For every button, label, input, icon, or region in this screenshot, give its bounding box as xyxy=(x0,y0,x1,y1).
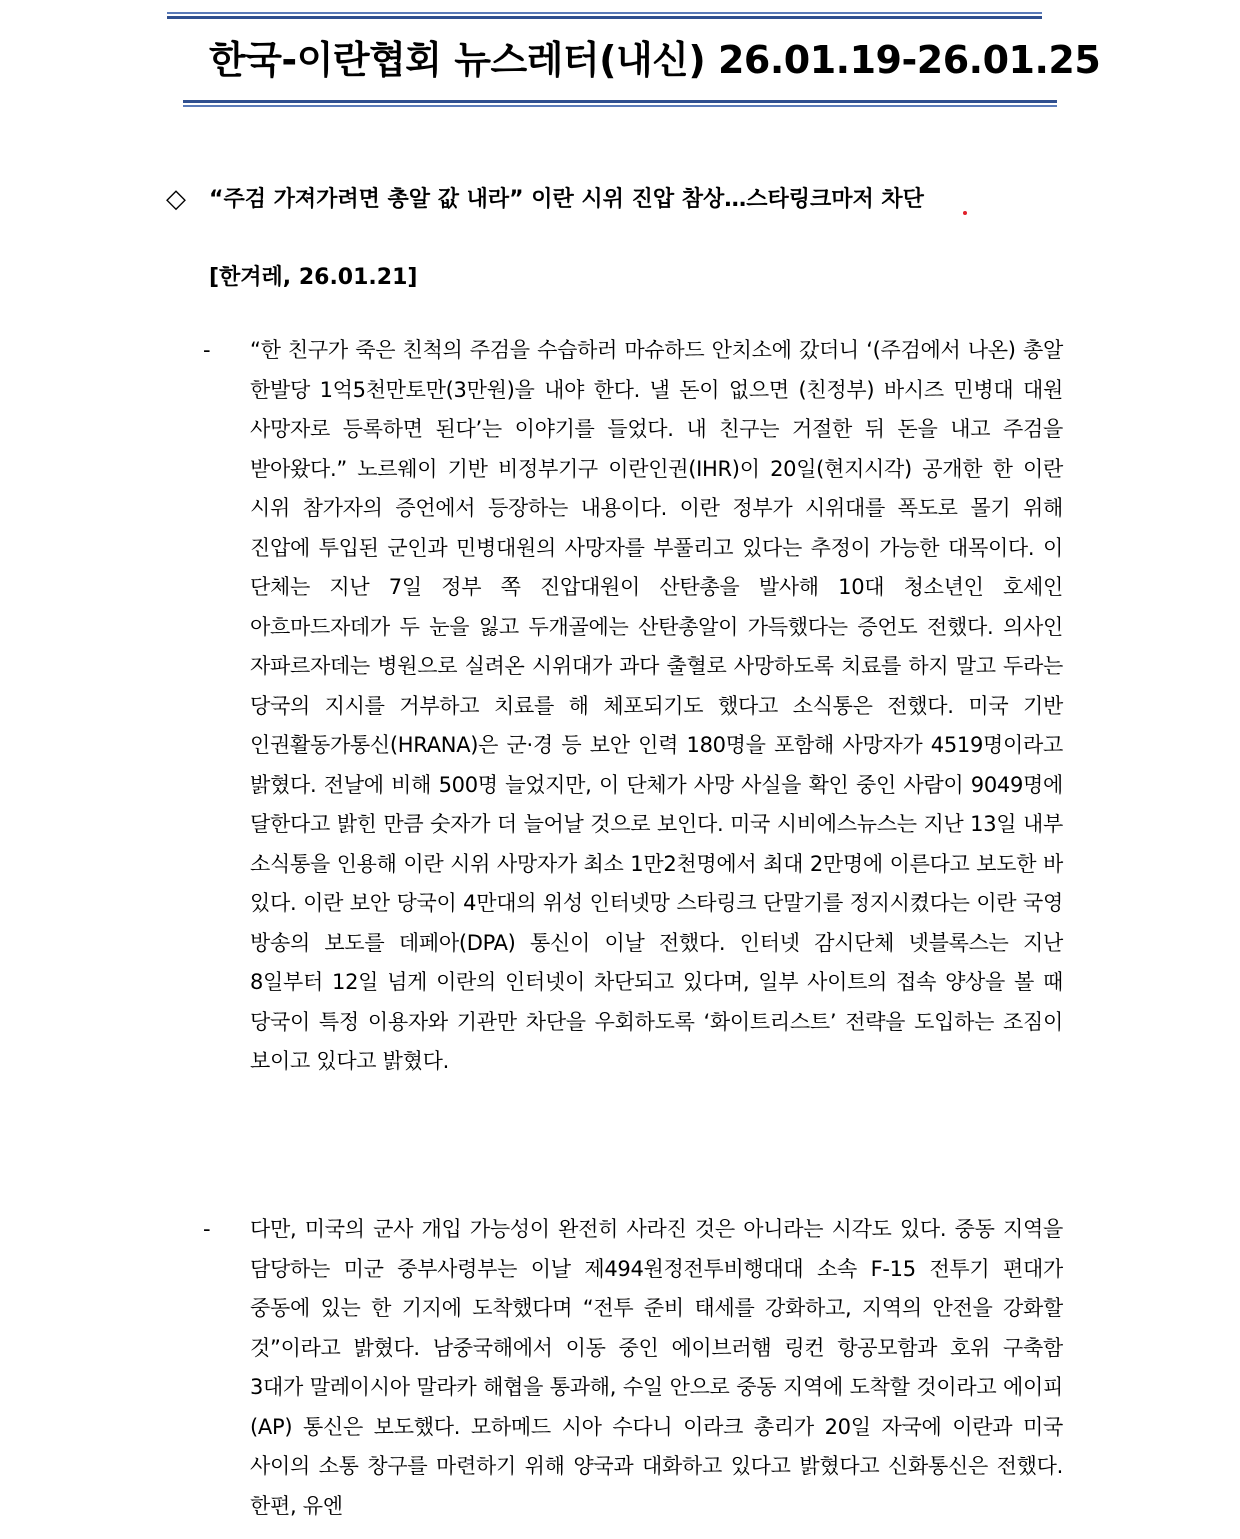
page-title: 한국-이란협회 뉴스레터(내신) 26.01.19-26.01.25 xyxy=(209,38,1101,82)
article-source: [한겨레, 26.01.21] xyxy=(209,265,418,290)
article-paragraph: 다만, 미국의 군사 개입 가능성이 완전히 사라진 것은 아니라는 시각도 있다. 중동 지역을 담당하는 미군 중부사령부는 이날 제494원정전투비행대대 소속 F-15 전투기 편대가 중동에 있는 한 기지에 도착했다며 “전투 준비 태세를 강화하고, 지역의 안전을 강화할 것”이라고 밝혔다. 남중국해에서 이동 중인 에이브러햄 링컨 항공모함과 호위 구축함 3대가 말레이시아 말라카 해협을 통과해, 수일 안으로 중동 지역에 도착할 것이라고 에이피(AP) 통신은 보도했다. 모하메드 시아 수다니 이라크 총리가 20일 자국에 이란과 미국 사이의 소통 창구를 마련하기 위해 양국과 대화하고 있다고 밝혔다고 신화통신은 전했다. 한편, 유엔 xyxy=(250,1217,1063,1518)
paragraph-dash: - xyxy=(203,338,211,362)
paragraph-dash: - xyxy=(203,1217,211,1241)
header-rule-bottom-thin xyxy=(183,105,1057,107)
header-rule-top-thin xyxy=(167,12,1042,14)
header-rule-bottom-thick xyxy=(183,100,1057,103)
header-rule-top-thick xyxy=(167,16,1042,19)
diamond-bullet-icon: ◇ xyxy=(166,184,186,214)
article-headline: “주검 가져가려면 총알 값 내라” 이란 시위 진압 참상…스타링크마저 차단 xyxy=(209,187,924,212)
article-paragraph: “한 친구가 죽은 친척의 주검을 수습하러 마슈하드 안치소에 갔더니 ‘(주검에서 나온) 총알 한발당 1억5천만토만(3만원)을 내야 한다. 낼 돈이 없으면 (친정부) 바시즈 민병대 대원 사망자로 등록하면 된다’는 이야기를 들었다. 내 친구는 거절한 뒤 돈을 내고 주검을 받아왔다.” 노르웨이 기반 비정부기구 이란인권(IHR)이 20일(현지시각) 공개한 한 이란 시위 참가자의 증언에서 등장하는 내용이다. 이란 정부가 시위대를 폭도로 몰기 위해 진압에 투입된 군인과 민병대원의 사망자를 부풀리고 있다는 추정이 가능한 대목이다. 이 단체는 지난 7일 정부 쪽 진압대원이 산탄총을 발사해 10대 청소년인 호세인 아흐마드자데가 두 눈을 잃고 두개골에는 산탄총알이 가득했다는 증언도 전했다. 의사인 자파르자데는 병원으로 실려온 시위대가 과다 출혈로 사망하도록 치료를 하지 말고 두라는 당국의 지시를 거부하고 치료를 해 체포되기도 했다고 소식통은 전했다. 미국 기반 인권활동가통신(HRANA)은 군·경 등 보안 인력 180명을 포함해 사망자가 4519명이라고 밝혔다. 전날에 비해 500명 늘었지만, 이 단체가 사망 사실을 확인 중인 사람이 9049명에 달한다고 밝힌 만큼 숫자가 더 늘어날 것으로 보인다. 미국 시비에스뉴스는 지난 13일 내부 소식통을 인용해 이란 시위 사망자가 최소 1만2천명에서 최대 2만명에 이른다고 보도한 바 있다. 이란 보안 당국이 4만대의 위성 인터넷망 스타링크 단말기를 정지시켰다는 이란 국영 방송의 보도를 데페아(DPA) 통신이 이날 전했다. 인터넷 감시단체 넷블록스는 지난 8일부터 12일 넘게 이란의 인터넷이 차단되고 있다며, 일부 사이트의 접속 양상을 볼 때 당국이 특정 이용자와 기관만 차단을 우회하도록 ‘화이트리스트’ 전략을 도입하는 조짐이 보이고 있다고 밝혔다. xyxy=(250,338,1063,1073)
red-dot-mark xyxy=(963,211,967,215)
